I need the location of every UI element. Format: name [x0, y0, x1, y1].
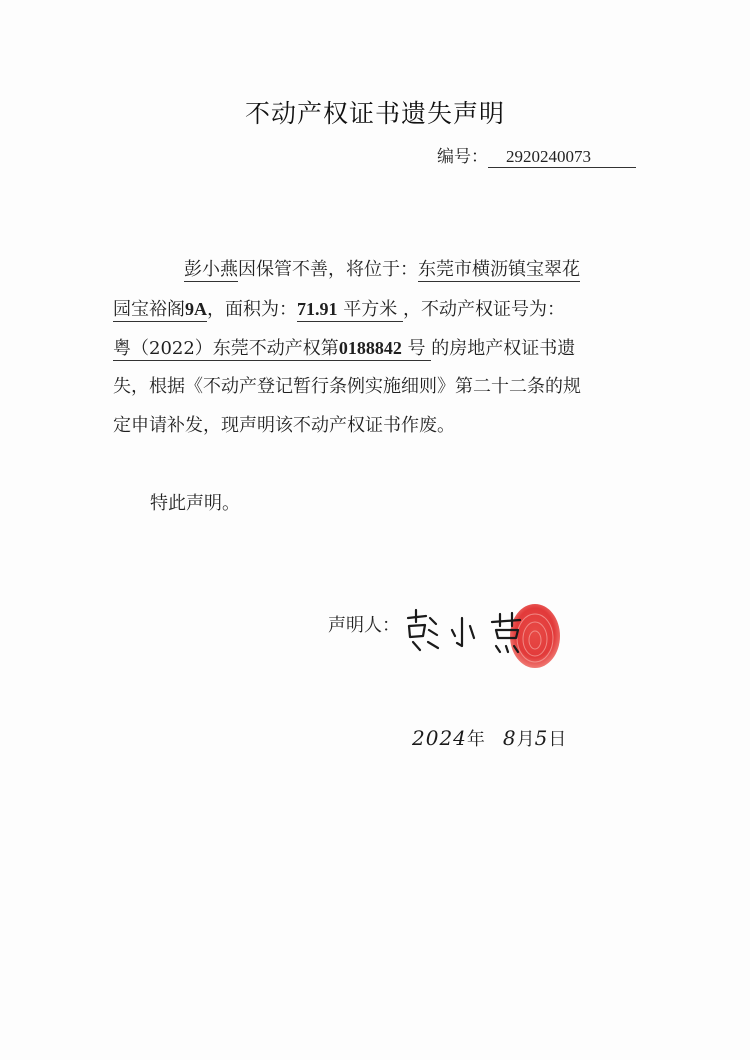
area-unit: 平方米: [337, 299, 403, 320]
body-line-3: [113, 336, 575, 361]
certificate-suffix: 号: [401, 338, 432, 359]
address-part-2: [113, 299, 207, 322]
date-day-label: 日: [548, 729, 567, 750]
document-title: 不动产权证书遗失声明: [244, 99, 505, 128]
body-line-4: 失，根据《不动产登记暂行条例实施细则》第二十二条的规: [113, 376, 581, 397]
date-year: 2024: [412, 726, 467, 750]
address-unit: 9A: [185, 299, 207, 319]
body-line-3-text: 的房地产权证书遗: [431, 338, 576, 359]
certificate-serial: 0188842: [338, 338, 402, 358]
body-line-2: [113, 297, 565, 322]
certificate-prefix: 粤（2022）东莞不动产权第: [113, 338, 339, 359]
document-number-row: [437, 142, 636, 168]
date-day: 5: [534, 726, 549, 750]
date-row: [412, 725, 566, 751]
body-line-2-text-b: ，不动产权证号为：: [402, 299, 565, 320]
owner-name: 彭小燕: [184, 259, 238, 280]
number-label: 编号：: [437, 147, 488, 167]
address-building: 园宝裕阁: [113, 299, 185, 320]
certificate-number: [113, 338, 431, 361]
date-month: 8: [502, 726, 517, 750]
date-month-label: 月: [516, 729, 535, 750]
body-line-2-text-a: ，面积为：: [207, 299, 297, 320]
closing-statement: 特此声明。: [150, 493, 240, 514]
body-line-1: [184, 258, 580, 282]
date-year-label: 年: [466, 729, 485, 750]
address-part-1: 东莞市横沥镇宝翠花: [418, 259, 580, 280]
body-line-1-text: 因保管不善，将位于：: [238, 259, 418, 280]
area-value: 71.91: [297, 299, 338, 319]
body-line-5: 定申请补发，现声明该不动产权证书作废。: [113, 415, 455, 436]
number-value: 2920240073: [488, 147, 636, 168]
area-value-group: [297, 299, 403, 322]
handwritten-signature: [400, 600, 540, 660]
signer-label: 声明人：: [328, 615, 400, 636]
